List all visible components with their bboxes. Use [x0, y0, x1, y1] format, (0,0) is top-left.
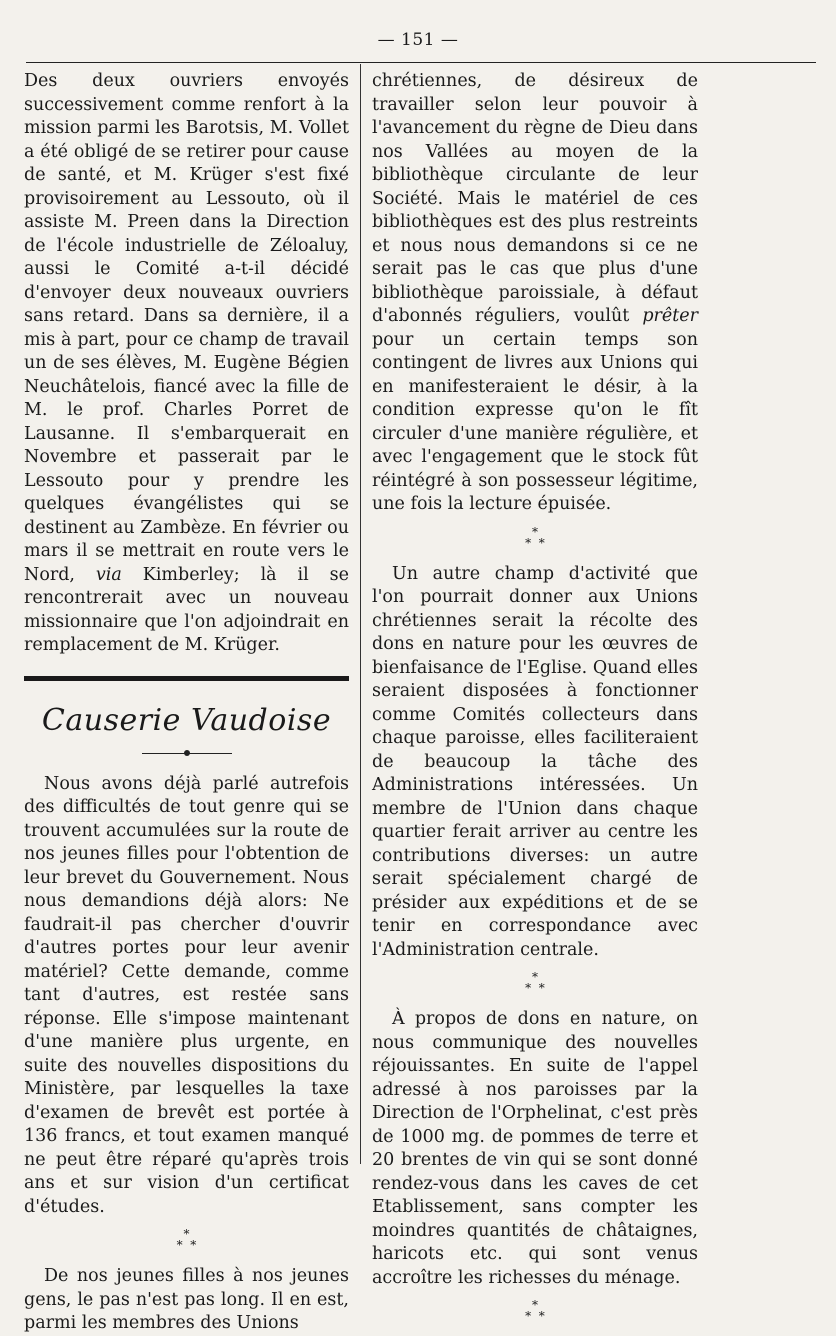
paragraph-jeunes-filles: Nous avons déjà parlé autrefois des difficultés de tout genre qui se trouvent accumulées sur la route de nos jeunes filles pour l'obtention de leur brevet du Gouvernement. Nous nous demandions déjà alors: Ne faudrait-il pas chercher d'ouvrir d'autres portes pour leur avenir matériel? Cette demande, comme tant d'autres, est restée sans réponse. Elle s'impose maintenant d'une manière plus urgente, en suite des nouvelles dispositions du Ministère, par lesquelles la taxe d'examen de brevêt est portée à 136 francs, et tout examen manqué ne peut être réparé qu'après trois ans et sur vision d'un certificat d'études. — [24, 773, 349, 1217]
header-rule — [26, 62, 816, 63]
paragraph-bibliotheque: chrétiennes, de désireux de travailler selon leur pouvoir à l'avancement du règne de Dieu dans nos Vallées au moyen de la bibliothèque circulante de leur Société. Mais le matériel de ces bibliothèques est des plus restreints et nous nous demandons si ce ne serait pas le cas que plus d'une bibliothèque paroissiale, à défaut d'abonnés réguliers, voulût prêter pour un certain temps son contingent de livres aux Unions qui en manifesteraient le désir, à la condition expresse qu'on le fît circuler d'une manière régulière, et avec l'engagement que le stock fût réintégré à son possesseur légitime, une fois la lecture épuisée. — [372, 71, 698, 514]
left-column — [24, 70, 349, 1336]
column-divider — [360, 64, 361, 1164]
via-italic: via — [95, 564, 122, 585]
asterism: * * * — [525, 524, 545, 550]
right-column — [372, 70, 698, 1336]
section-title: Causerie Vaudoise — [41, 702, 332, 738]
asterism: * * * — [525, 1298, 545, 1323]
asterism: * * * — [525, 970, 545, 995]
section-separator — [24, 676, 349, 681]
paragraph-orphelinat: À propos de dons en nature, on nous communique des nouvelles réjouissantes. En suite de l'appel adressé à nos paroisses par la Direction de l'Orphelinat, c'est près de 1000 mg. de pommes de terre et 20 brentes de vin qui se sont donné rendez-vous dans les caves de cet Etablissement, sans compter les moindres quantités de châtaignes, haricots etc. qui sont venus accroître les richesses du ménage. — [372, 1009, 698, 1288]
preter-italic: prêter — [642, 306, 698, 326]
page-number: — 151 — — [377, 30, 459, 50]
paragraph-missionaries: Des deux ouvriers envoyés successivement comme renfort à la mission parmi les Barotsis, M. Vollet a été obligé de se retirer pour cause de santé, et M. Krüger s'est fixé provisoirement au Lessouto, où il assiste M. Preen dans la Direction de l'école industrielle de Zéloaluy, aussi le Comité a-t-il décidé d'envoyer deux nouveaux ouvriers sans retard. Dans sa dernière, il a mis à part, pour ce champ de travail un de ses élèves, M. Eugène Bégien Neuchâtelois, fiancé avec la fille de M. le prof. Charles Porret de Lausanne. Il s'embarquerait en Novembre et passerait par le Lessouto pour y prendre les quelques évangélistes qui se destinent au Zambèze. En février ou mars il se mettrait en route vers le Nord, via Kimberley; là il se rencontrerait avec un nouveau missionnaire que l'on adjoindrait en remplacement de M. Krüger. — [24, 71, 349, 655]
paragraph-dons-nature: Un autre champ d'activité que l'on pourrait donner aux Unions chrétiennes serait la récolte des dons en nature pour les œuvres de bienfaisance de l'Eglise. Quand elles seraient disposées à fonctionner comme Comités collecteurs dans chaque paroisse, elles faciliteraient de beaucoup la tâche des Administrations intéressées. Un membre de l'Union dans chaque quartier ferait arriver au centre les contributions diverses: un autre serait spécialement chargé de présider aux expéditions et de se tenir en correspondance avec l'Administration centrale. — [372, 563, 698, 960]
asterism: * * * — [176, 1227, 197, 1252]
paragraph-jeunes-gens: De nos jeunes filles à nos jeunes gens, le pas n'est pas long. Il en est, parmi les membres des Unions — [24, 1266, 349, 1333]
title-ornament — [142, 747, 232, 759]
